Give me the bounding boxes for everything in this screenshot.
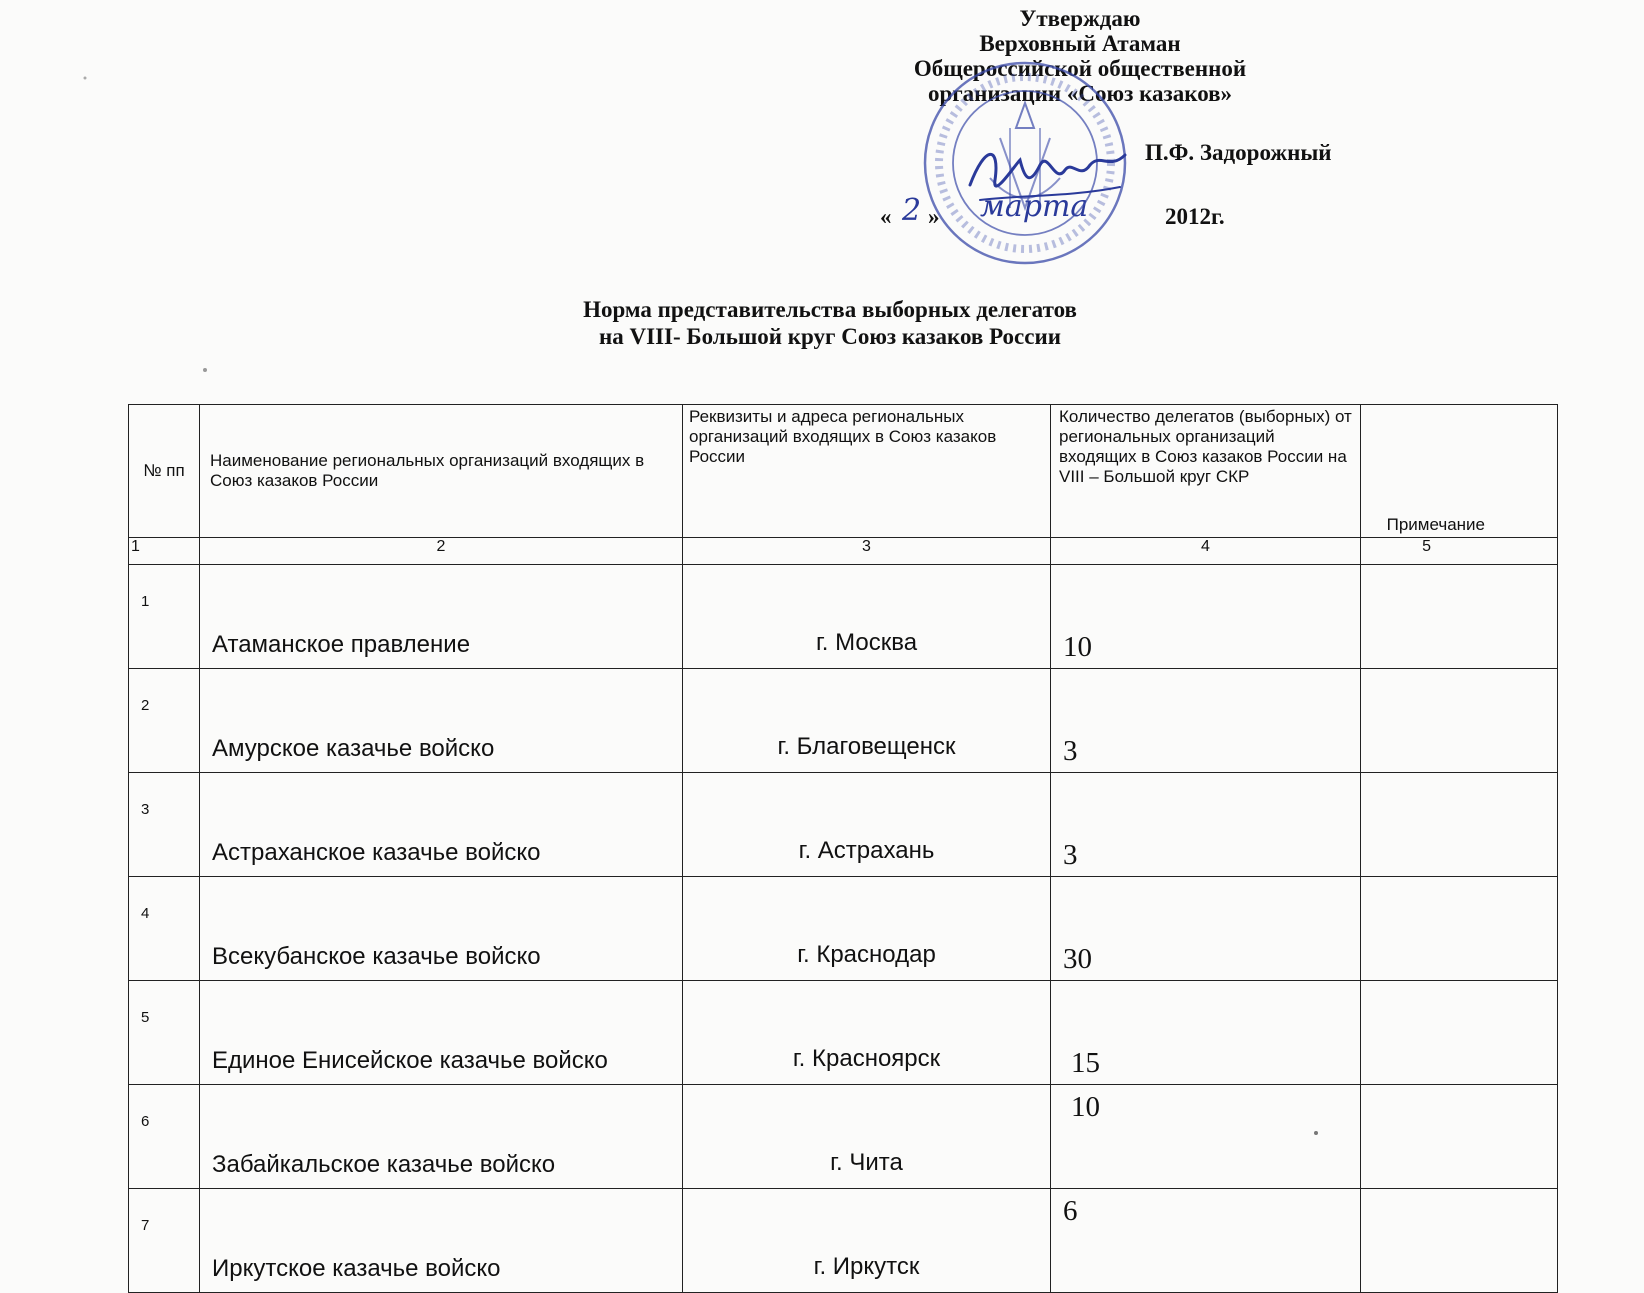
delegate-count: 3 xyxy=(1051,669,1361,773)
row-number: 3 xyxy=(129,773,200,877)
organization-name: Астраханское казачье войско xyxy=(200,773,683,877)
row-note xyxy=(1361,1085,1558,1189)
header-address: Реквизиты и адреса региональных организаций входящих в Союз казаков России xyxy=(683,405,1051,538)
organization-city: г. Иркутск xyxy=(683,1189,1051,1293)
row-number: 2 xyxy=(129,669,200,773)
column-number: 2 xyxy=(200,538,683,565)
delegate-count: 15 xyxy=(1051,981,1361,1085)
column-number: 5 xyxy=(1361,538,1558,565)
signature xyxy=(960,125,1130,225)
delegate-count: 3 xyxy=(1051,773,1361,877)
column-number: 4 xyxy=(1051,538,1361,565)
approval-line: Утверждаю xyxy=(1019,6,1141,31)
row-note xyxy=(1361,877,1558,981)
signer-name: П.Ф. Задорожный xyxy=(1145,140,1332,165)
organization-name: Амурское казачье войско xyxy=(200,669,683,773)
row-number: 7 xyxy=(129,1189,200,1293)
organization-name: Всекубанское казачье войско xyxy=(200,877,683,981)
header-name: Наименование региональных организаций входящих в Союз казаков России xyxy=(200,405,683,538)
organization-city: г. Краснодар xyxy=(683,877,1051,981)
date-month: марта xyxy=(980,189,1089,224)
date-day: 2 xyxy=(902,193,922,228)
row-number: 4 xyxy=(129,877,200,981)
row-number: 6 xyxy=(129,1085,200,1189)
document-title xyxy=(450,296,1210,350)
delegate-count: 30 xyxy=(1051,877,1361,981)
title-line-2: на VIII- Большой круг Союз казаков России xyxy=(599,324,1061,349)
approval-line: Общероссийской общественной xyxy=(913,56,1247,81)
date-quote-close: » xyxy=(928,204,940,229)
row-note xyxy=(1361,1189,1558,1293)
row-note xyxy=(1361,669,1558,773)
row-note xyxy=(1361,565,1558,669)
row-number: 5 xyxy=(129,981,200,1085)
approval-line: Верховный Атаман xyxy=(979,31,1181,56)
header-count: Количество делегатов (выборных) от региональных организаций входящих в Союз казаков России на VIII – Большой круг СКР xyxy=(1051,405,1361,538)
delegate-count: 10 xyxy=(1051,1085,1361,1189)
title-line-1: Норма представительства выборных делегатов xyxy=(583,297,1077,322)
delegates-table xyxy=(128,404,1558,1293)
row-number: 1 xyxy=(129,565,200,669)
delegate-count: 6 xyxy=(1051,1189,1361,1293)
table-row xyxy=(129,981,1558,1085)
column-number: 1 xyxy=(129,538,200,565)
organization-city: г. Благовещенск xyxy=(683,669,1051,773)
row-note xyxy=(1361,981,1558,1085)
table-header-row xyxy=(129,405,1558,538)
organization-name: Единое Енисейское казачье войско xyxy=(200,981,683,1085)
header-note: Примечание xyxy=(1361,405,1558,538)
organization-name: Забайкальское казачье войско xyxy=(200,1085,683,1189)
organization-name: Иркутское казачье войско xyxy=(200,1189,683,1293)
row-note xyxy=(1361,773,1558,877)
header-num: № пп xyxy=(129,405,200,538)
organization-city: г. Москва xyxy=(683,565,1051,669)
approval-line: организации «Союз казаков» xyxy=(927,81,1233,106)
organization-name: Атаманское правление xyxy=(200,565,683,669)
column-number-row xyxy=(129,538,1558,565)
table-row xyxy=(129,773,1558,877)
date-quote-open: « xyxy=(880,204,892,229)
table-row xyxy=(129,669,1558,773)
table-row xyxy=(129,1189,1558,1293)
table-row xyxy=(129,877,1558,981)
table-row xyxy=(129,1085,1558,1189)
organization-city: г. Чита xyxy=(683,1085,1051,1189)
date-year: 2012г. xyxy=(1165,204,1225,229)
organization-city: г. Астрахань xyxy=(683,773,1051,877)
organization-city: г. Красноярск xyxy=(683,981,1051,1085)
table-row xyxy=(129,565,1558,669)
column-number: 3 xyxy=(683,538,1051,565)
delegate-count: 10 xyxy=(1051,565,1361,669)
